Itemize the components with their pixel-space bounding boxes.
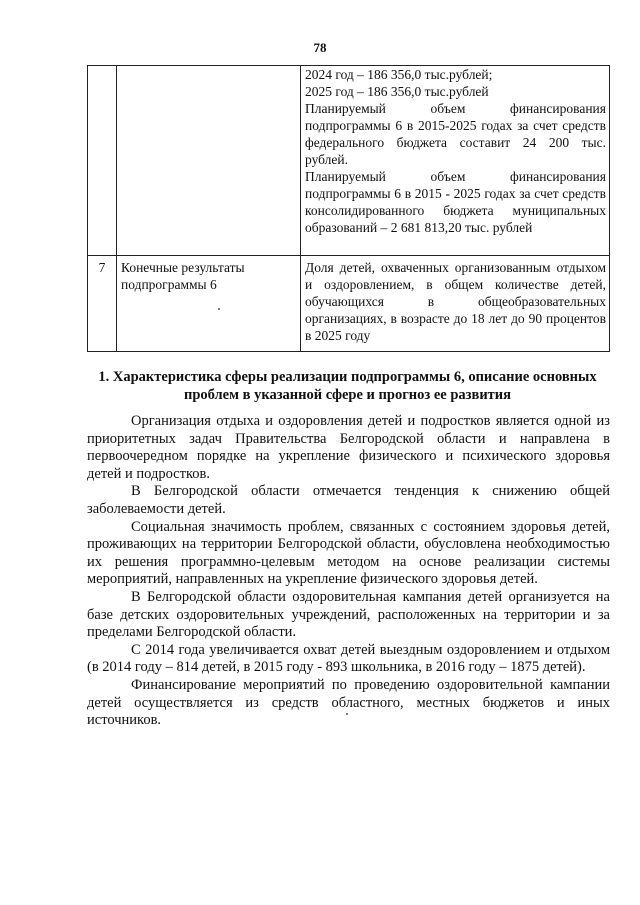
table-row <box>88 66 610 256</box>
row-name-cell: Конечные результаты подпрограммы 6 <box>117 256 301 352</box>
municipal-financing-text: Планируемый объем финансирования подпрограммы 6 в 2015 - 2025 годах за счет средств консолидированного бюджета муниципальных образований – 2 681 813,20 тыс. рублей <box>305 169 606 235</box>
body-paragraph: Социальная значимость проблем, связанных с состоянием здоровья детей, проживающих на территории Белгородской области, обусловлена необходимостью их решения программно-целевым методом на основе реализации системы мероприятий, направленных на укрепление физического здоровья детей. <box>87 518 610 588</box>
scan-speck <box>346 713 348 715</box>
body-paragraph: В Белгородской области отмечается тенденция к снижению общей заболеваемости детей. <box>87 483 610 517</box>
table-row <box>88 256 610 352</box>
financing-cell <box>301 66 610 256</box>
section-title: 1. Характеристика сферы реализации подпрограммы 6, описание основных проблем в указанной сфере и прогноз ее развития <box>98 369 597 403</box>
row-number-cell <box>88 66 117 256</box>
federal-financing-text: Планируемый объем финансирования подпрограммы 6 в 2015-2025 годах за счет средств федерального бюджета составит 24 200 тыс. рублей. <box>305 101 606 167</box>
final-results-cell: Доля детей, охваченных организованным отдыхом и оздоровлением, в общем количестве детей, обучающихся в общеобразовательных организациях, в возрасте до 18 лет до 90 процентов в 2025 году <box>301 256 610 352</box>
row-name-cell <box>117 66 301 256</box>
financing-line-2024: 2024 год – 186 356,0 тыс.рублей; <box>305 67 493 82</box>
body-paragraph: Организация отдыха и оздоровления детей и подростков является одной из приоритетных задач Правительства Белгородской области и направлена в первоочередном порядке на укрепление физического и психического здоровья детей и подростков. <box>87 413 610 482</box>
page-number: 78 <box>313 40 327 55</box>
row-number-cell: 7 <box>88 256 117 352</box>
subprogram-passport-table <box>87 65 610 352</box>
body-paragraph: В Белгородской области оздоровительная кампания детей организуется на базе детских оздоровительных учреждений, расположенных на территории и за пределами Белгородской области. <box>87 588 610 641</box>
financing-line-2025: 2025 год – 186 356,0 тыс.рублей <box>305 84 489 99</box>
scan-speck <box>218 308 220 310</box>
section-body <box>87 413 610 730</box>
body-paragraph: Финансирование мероприятий по проведению оздоровительной кампании детей осуществляется из средств областного, местных бюджетов и иных источников. <box>87 676 610 729</box>
body-paragraph: С 2014 года увеличивается охват детей выездным оздоровлением и отдыхом (в 2014 году – 814 детей, в 2015 году - 893 школьника, в 2016 году – 1875 детей). <box>87 641 610 676</box>
